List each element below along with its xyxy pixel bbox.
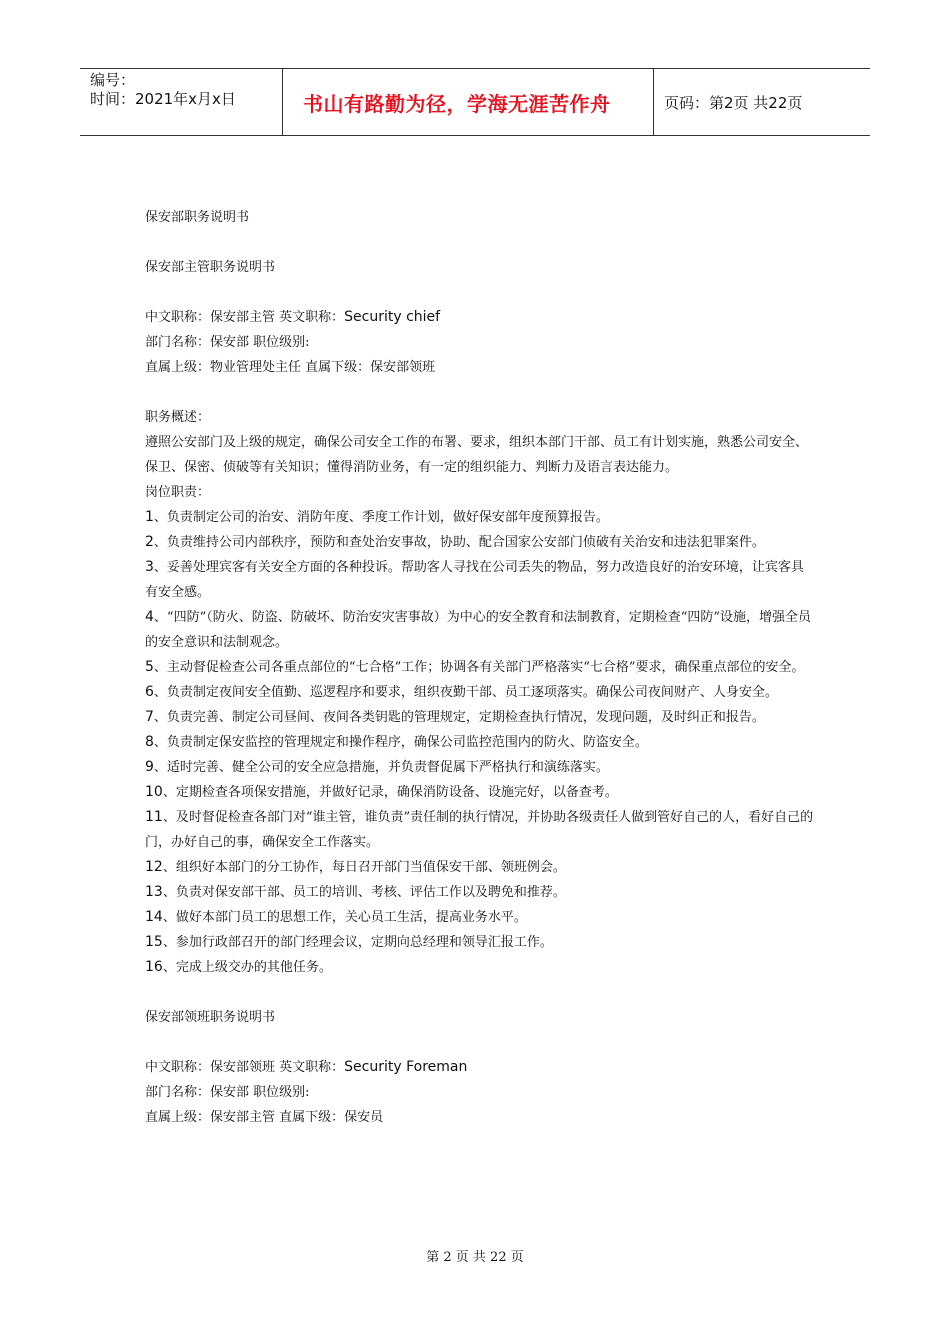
duty-item [145,730,815,755]
header-motto-cell [282,69,654,135]
section2-en-title: Security Foreman [344,1059,468,1075]
duty-number: 15 [145,934,163,950]
section1-cn-title: 中文职称：保安部主管 英文职称： [145,310,345,325]
section2-cn-title: 中文职称：保安部领班 英文职称： [145,1060,345,1075]
duty-item [145,705,815,730]
duty-text: 、适时完善、健全公司的安全应急措施，并负责督促属下严格执行和演练落实。 [153,760,609,775]
duty-text: 、定期检查各项保安措施，并做好记录，确保消防设备、设施完好，以备查考。 [162,785,618,800]
duty-item [145,680,815,705]
duty-item [145,605,815,655]
section1-reporting: 直属上级：物业管理处主任 直属下级：保安部领班 [145,360,436,375]
duty-item [145,805,815,855]
duty-text: 、及时督促检查各部门对“谁主管，谁负责”责任制的执行情况，并协助各级责任人做到管好自己的人，看好自己的门，办好自己的事，确保安全工作落实。 [145,810,814,850]
duty-number: 14 [145,909,163,925]
duty-item [145,780,815,805]
section2-dept: 部门名称：保安部 职位级别: [145,1085,310,1100]
duty-number: 3 [145,559,154,575]
duty-number: 16 [145,959,163,975]
duty-text: 、妥善处理宾客有关安全方面的各种投诉。帮助客人寻找在公司丢失的物品，努力改造良好的治安环境，让宾客具有安全感。 [145,560,804,600]
duty-number: 9 [145,759,154,775]
duty-text: 、负责完善、制定公司昼间、夜间各类钥匙的管理规定，定期检查执行情况，发现问题，及时纠正和报告。 [153,710,765,725]
duty-text: 、负责维持公司内部秩序，预防和查处治安事故，协助、配合国家公安部门侦破有关治安和违法犯罪案件。 [153,535,765,550]
number-label: 编号： [90,71,136,89]
duty-text: 、“四防”（防火、防盗、防破坏、防治安灾害事故）为中心的安全教育和法制教育，定期检查“四防”设施，增强全员的安全意识和法制观念。 [145,610,812,650]
section2-job-title [145,1055,815,1080]
header-meta [80,69,282,135]
duty-text: 、完成上级交办的其他任务。 [162,960,332,975]
duty-text: 、负责制定保安监控的管理规定和操作程序，确保公司监控范围内的防火、防盗安全。 [153,735,648,750]
duty-text: 、主动督促检查公司各重点部位的“七合格”工作；协调各有关部门严格落实“七合格”要求，确保重点部位的安全。 [153,660,805,675]
header-page-cell [654,69,870,135]
duty-number: 11 [145,809,163,825]
duty-item [145,905,815,930]
duty-text: 、参加行政部召开的部门经理会议，定期向总经理和领导汇报工作。 [162,935,553,950]
duty-number: 2 [145,534,154,550]
overview-label: 职务概述： [145,410,211,425]
duty-item [145,755,815,780]
duty-item [145,655,815,680]
duty-number: 12 [145,859,163,875]
duties-list [145,505,815,980]
document-body [145,205,815,1130]
page-footer: 第 2 页 共 22 页 [426,1250,524,1265]
duty-item [145,555,815,605]
duty-text: 、组织好本部门的分工协作，每日召开部门当值保安干部、领班例会。 [162,860,566,875]
duty-item [145,530,815,555]
section2-title: 保安部领班职务说明书 [145,1010,276,1025]
header-motto: 书山有路勤为径，学海无涯苦作舟 [303,91,611,116]
duty-number: 8 [145,734,154,750]
duty-text: 、负责对保安部干部、员工的培训、考核、评估工作以及聘免和推荐。 [162,885,566,900]
duty-text: 、负责制定公司的治安、消防年度、季度工作计划，做好保安部年度预算报告。 [153,510,609,525]
duty-item [145,855,815,880]
duty-number: 10 [145,784,163,800]
duty-item [145,880,815,905]
duty-number: 5 [145,659,154,675]
section1-title: 保安部主管职务说明书 [145,260,276,275]
time-label: 时间：2021年x月x日 [90,90,236,108]
page-header [80,68,870,136]
doc-title: 保安部职务说明书 [145,210,250,225]
duties-label: 岗位职责： [145,485,211,500]
header-page-label: 页码：第2页 共22页 [664,93,803,112]
duty-item [145,930,815,955]
duty-number: 6 [145,684,154,700]
duty-text: 、做好本部门员工的思想工作，关心员工生活，提高业务水平。 [162,910,527,925]
duty-number: 1 [145,509,154,525]
section1-en-title: Security chief [344,309,441,325]
section1-job-title [145,305,815,330]
duty-item [145,505,815,530]
duty-number: 7 [145,709,154,725]
duty-number: 4 [145,609,154,625]
section1-dept: 部门名称：保安部 职位级别: [145,335,310,350]
section2-reporting: 直属上级：保安部主管 直属下级：保安员 [145,1110,384,1125]
duty-number: 13 [145,884,163,900]
overview-text: 遵照公安部门及上级的规定，确保公司安全工作的布署、要求，组织本部门干部、员工有计划实施，熟悉公司安全、保卫、保密、侦破等有关知识；懂得消防业务，有一定的组织能力、判断力及语言表达能力。 [145,435,809,475]
duty-text: 、负责制定夜间安全值勤、巡逻程序和要求，组织夜勤干部、员工逐项落实。确保公司夜间财产、人身安全。 [153,685,778,700]
duty-item [145,955,815,980]
